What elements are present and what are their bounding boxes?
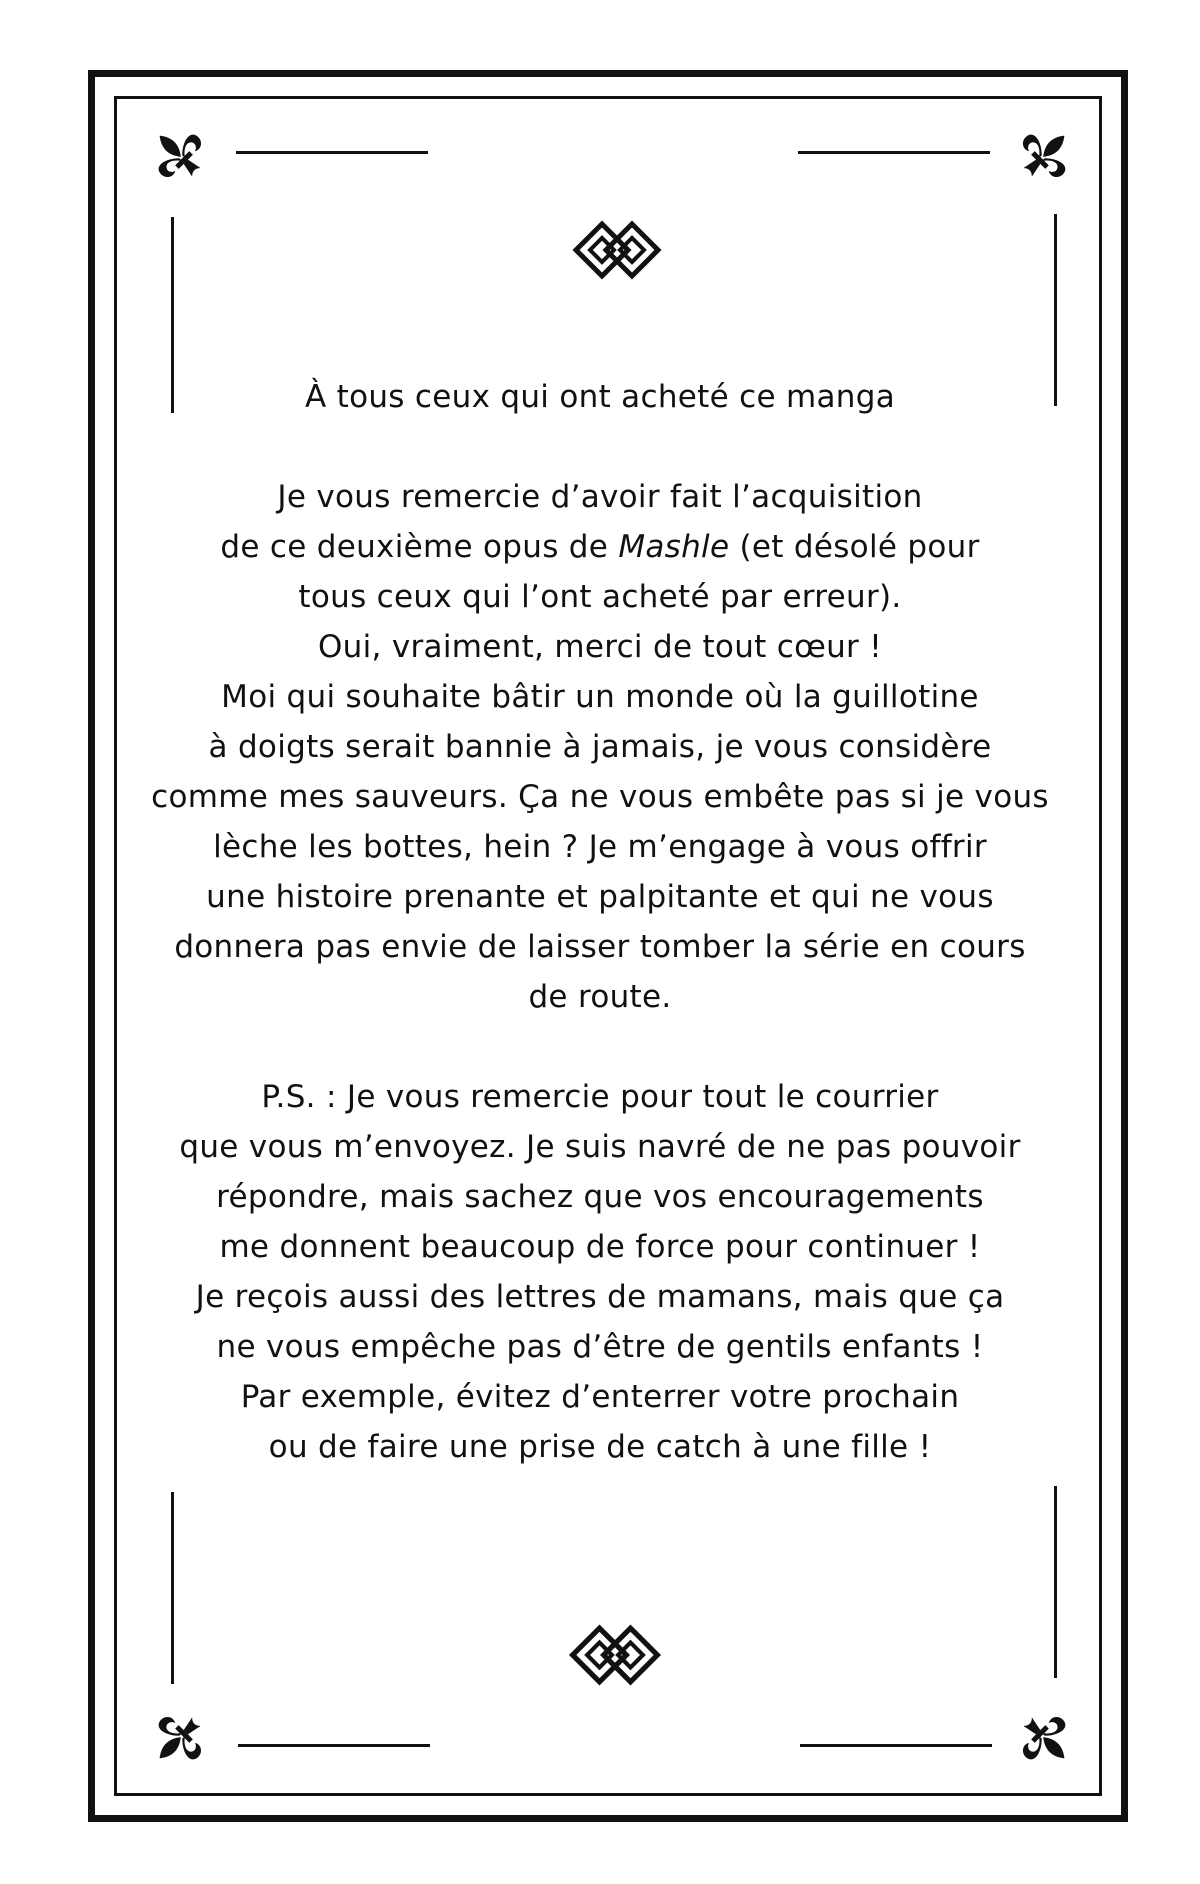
text-line: P.S. : Je vous remercie pour tout le courrier	[261, 1079, 939, 1115]
text-line: ou de faire une prise de catch à une fille !	[268, 1429, 932, 1465]
fleur-de-lis-icon	[148, 1710, 208, 1770]
text-line: Je vous remercie d’avoir fait l’acquisition	[277, 479, 923, 515]
fleur-de-lis-icon	[1016, 124, 1076, 184]
text-line: Moi qui souhaite bâtir un monde où la guillotine	[221, 679, 979, 715]
text-line: donnera pas envie de laisser tomber la série en cours	[174, 929, 1026, 965]
text-line: comme mes sauveurs. Ça ne vous embête pas si je vous	[151, 779, 1049, 815]
text-line: Oui, vraiment, merci de tout cœur !	[317, 629, 882, 665]
bottom-right-rule	[800, 1744, 992, 1747]
text-line: tous ceux qui l’ont acheté par erreur).	[298, 579, 902, 615]
text-line: ne vous empêche pas d’être de gentils enfants !	[216, 1329, 984, 1365]
text-fragment: (et désolé pour	[729, 529, 980, 565]
upper-right-side-rule	[1054, 214, 1057, 406]
text-line: lèche les bottes, hein ? Je m’engage à vous offrir	[213, 829, 987, 865]
paragraph-postscript	[150, 1072, 1050, 1472]
letter-heading: À tous ceux qui ont acheté ce manga	[304, 379, 896, 415]
text-line: de route.	[528, 979, 672, 1015]
interlocked-diamonds-icon	[559, 1624, 671, 1686]
text-line: à doigts serait bannie à jamais, je vous considère	[208, 729, 992, 765]
text-line	[150, 522, 1050, 572]
top-right-rule	[798, 151, 990, 154]
text-line: répondre, mais sachez que vos encouragements	[216, 1179, 984, 1215]
text-line: me donnent beaucoup de force pour continuer !	[219, 1229, 981, 1265]
interlocked-diamonds-icon	[565, 220, 669, 280]
letter-text	[150, 372, 1050, 1472]
lower-right-side-rule	[1054, 1486, 1057, 1678]
fleur-de-lis-icon	[148, 124, 208, 184]
lower-left-side-rule	[171, 1492, 174, 1684]
text-fragment: de ce deuxième opus de	[220, 529, 619, 565]
manga-title: Mashle	[618, 529, 730, 565]
text-line: que vous m’envoyez. Je suis navré de ne pas pouvoir	[179, 1129, 1021, 1165]
fleur-de-lis-icon	[1016, 1710, 1076, 1770]
text-line: Par exemple, évitez d’enterrer votre prochain	[240, 1379, 960, 1415]
text-line: une histoire prenante et palpitante et qui ne vous	[206, 879, 994, 915]
top-left-rule	[236, 151, 428, 154]
bottom-left-rule	[238, 1744, 430, 1747]
paragraph-thanks	[150, 472, 1050, 1022]
text-line: Je reçois aussi des lettres de mamans, mais que ça	[195, 1279, 1005, 1315]
